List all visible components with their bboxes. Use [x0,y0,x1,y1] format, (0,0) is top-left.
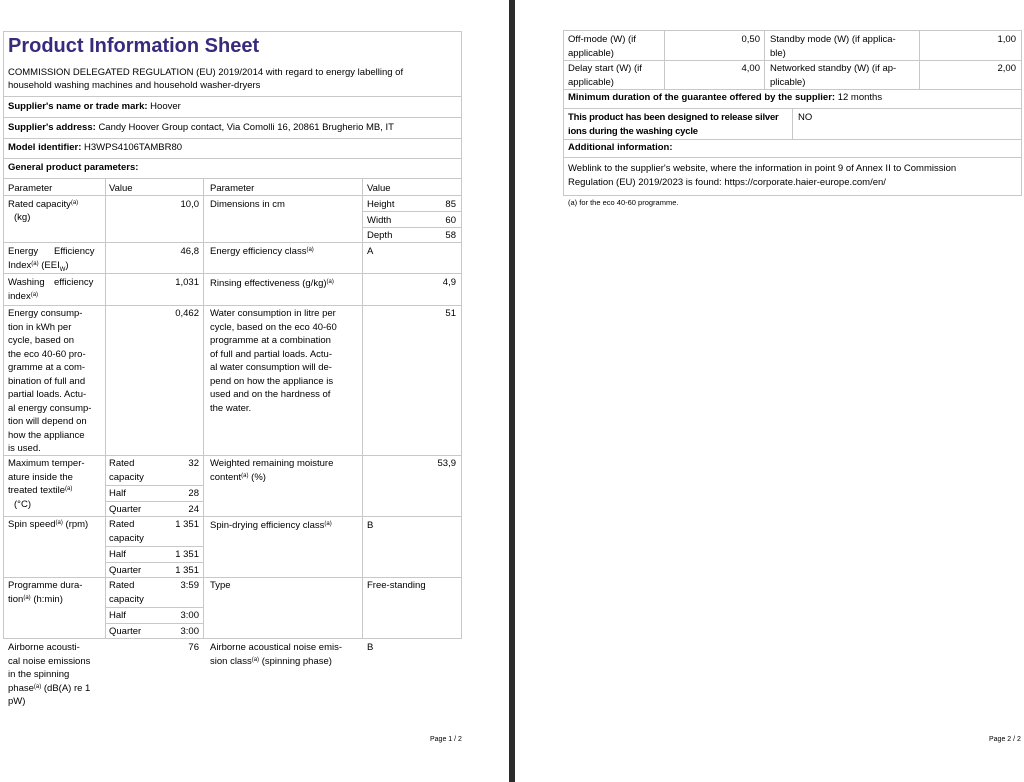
wei-value: 1,031 [175,277,199,288]
rated-capacity-value: 10,0 [180,199,199,210]
off-mode-value: 0,50 [741,34,760,45]
model-label: Model identifier: [8,142,82,153]
wei-label: efficiency [54,277,94,288]
page-1 [0,0,509,782]
wei-label: Washing [8,277,45,288]
noise-class-label: Airborne acoustical noise emis- sion class$^{(a)}$ (spinning phase) [210,642,343,667]
quarter-sub: Quarter [109,504,142,515]
energy-consumption-label: Energy consump- tion in kWh per cycle, based on the eco 40-60 pro- gramme at a com- bination of full and partial loads. Actu- al energy consump- tion will depend on how the appliance is used. [8,308,92,454]
table-border-top [563,30,1022,31]
rated-capacity-sub: Rated capacity [109,458,144,483]
divider [3,638,462,639]
header-parameter: Parameter [8,183,53,194]
additional-info-label: Additional information: [568,142,673,153]
divider [105,501,203,502]
divider [3,305,462,306]
divider [563,60,1022,61]
duration-quarter-value: 3:00 [180,626,199,637]
type-label: Type [210,580,231,591]
rated-capacity-label: Rated capacity$^{(a)}$ [8,199,79,210]
depth-label: Depth [367,230,393,241]
noise-label: Airborne acousti- cal noise emissions in the spinning phase$^{(a)}$ (dB(A) re 1 pW) [8,642,91,707]
table-border-top [3,31,462,32]
page-number: Page 1 / 2 [430,736,462,743]
rated-capacity-sub: Rated capacity [109,580,144,605]
weblink-text: Weblink to the supplier's website, where the information in point 9 of Annex II to Commission Regulation (EU) 2019/2023 is found: https://corporate.haier-europe.com/en/ [568,163,957,188]
supplier-address-label: Supplier's address: [8,122,96,133]
guarantee-row [568,91,882,105]
quarter-sub: Quarter [109,565,142,576]
spin-speed-label: Spin speed$^{(a)}$ (rpm) [8,519,89,530]
networked-standby-label: Networked standby (W) (if ap- plicable) [770,63,897,88]
header-parameter: Parameter [210,183,255,194]
regulation-text: COMMISSION DELEGATED REGULATION (EU) 2019/2014 with regard to energy labelling of [8,67,404,78]
column-line [362,178,363,639]
divider [563,139,1022,140]
spin-class-value: B [367,520,374,531]
delay-start-value: 4,00 [741,63,760,74]
max-temperature-label: Maximum temper- ature inside the treated textile$^{(a)}$ (°C) [8,458,85,510]
header-value: Value [109,183,133,194]
model-row [8,141,182,155]
spin-rated-value: 1 351 [175,519,199,530]
standby-label: Standby mode (W) (if applica- ble) [770,34,896,59]
off-mode-label: Off-mode (W) (if applicable) [568,34,636,59]
quarter-sub: Quarter [109,626,142,637]
energy-class-label: Energy efficiency class$^{(a)}$ [210,246,314,257]
spin-quarter-value: 1 351 [175,565,199,576]
divider [3,273,462,274]
rinsing-label: Rinsing effectiveness $(g/kg)^{(a)}$ [210,278,334,289]
divider [3,117,462,118]
water-consumption-value: 51 [445,308,456,319]
table-border-left [563,30,564,196]
energy-consumption-value: 0,462 [175,308,199,319]
column-line [203,178,204,639]
supplier-name-label: Supplier's name or trade mark: [8,101,148,112]
duration-rated-value: 3:59 [180,580,199,591]
silver-ions-value: NO [798,112,813,123]
page-title: Product Information Sheet [8,35,260,57]
supplier-address-row [8,121,394,135]
eei-value: 46,8 [180,246,199,257]
divider [3,516,462,517]
regulation-text: household washing machines and household washer-dryers [8,80,261,91]
divider [3,138,462,139]
spin-half-value: 1 351 [175,549,199,560]
divider [105,485,203,486]
table-border-left [3,31,4,639]
type-value: Free-standing [367,580,426,591]
column-line [764,30,765,89]
max-temp-quarter-value: 24 [188,504,199,515]
depth-value: 58 [445,230,456,241]
model-identifier: H3WPS4106TAMBR80 [84,142,183,153]
divider [3,158,462,159]
standby-value: 1,00 [997,34,1016,45]
rated-capacity-sub: Rated capacity [109,519,144,544]
guarantee-value: 12 months [837,92,883,103]
divider [105,607,203,608]
general-parameters-label: General product parameters: [8,162,139,173]
half-sub: Half [109,610,126,621]
water-consumption-label: Water consumption in litre per cycle, based on the eco 40-60 programme at a combination of full and partial loads. Actu- al water consumption will de- pend on how the appliance is used and on the hardness of the water. [210,308,337,414]
divider [563,89,1022,90]
height-label: Height [367,199,395,210]
networked-standby-value: 2,00 [997,63,1016,74]
supplier-name: Hoover [150,101,181,112]
footnote: (a) for the eco 40-60 programme. [568,198,679,207]
moisture-label: Weighted remaining moisture content$^{(a)}$ (%) [210,458,334,483]
divider [3,577,462,578]
half-sub: Half [109,488,126,499]
eei-label: Index$^{(a)}$ $(EEI_W)$ [8,260,69,273]
divider [105,623,203,624]
duration-half-value: 3:00 [180,610,199,621]
rated-capacity-unit: (kg) [14,212,31,223]
delay-start-label: Delay start (W) (if applicable) [568,63,642,88]
table-border-right [461,31,462,639]
max-temp-rated-value: 32 [188,458,199,469]
eei-label: Energy [8,246,39,257]
supplier-name-row [8,100,181,114]
width-value: 60 [445,215,456,226]
wei-label: index$^{(a)}$ [8,291,39,302]
silver-ions-label: This product has been designed to release silver ions during the washing cycle [568,112,779,137]
height-value: 85 [445,199,456,210]
column-line [792,108,793,139]
width-label: Width [367,215,392,226]
divider [105,562,203,563]
energy-class-value: A [367,246,374,257]
page-2 [515,0,1024,782]
supplier-address: Candy Hoover Group contact, Via Comolli 16, 20861 Brugherio MB, IT [98,122,394,133]
guarantee-label: Minimum duration of the guarantee offered by the supplier: [568,92,836,103]
table-border-right [1021,30,1022,196]
spin-class-label: Spin-drying efficiency class$^{(a)}$ [210,520,332,531]
divider [105,546,203,547]
programme-duration-label: Programme dura- tion$^{(a)}$ (h:min) [8,580,83,605]
dimensions-label: Dimensions in cm [210,199,285,210]
divider [3,96,462,97]
moisture-value: 53,9 [437,458,456,469]
divider [563,157,1022,158]
divider [3,178,462,179]
eei-label: Efficiency [54,246,95,257]
max-temp-half-value: 28 [188,488,199,499]
noise-class-value: B [367,642,374,653]
half-sub: Half [109,549,126,560]
page-number: Page 2 / 2 [989,736,1021,743]
rinsing-value: 4,9 [442,277,456,288]
noise-value: 76 [188,642,199,653]
header-value: Value [367,183,391,194]
